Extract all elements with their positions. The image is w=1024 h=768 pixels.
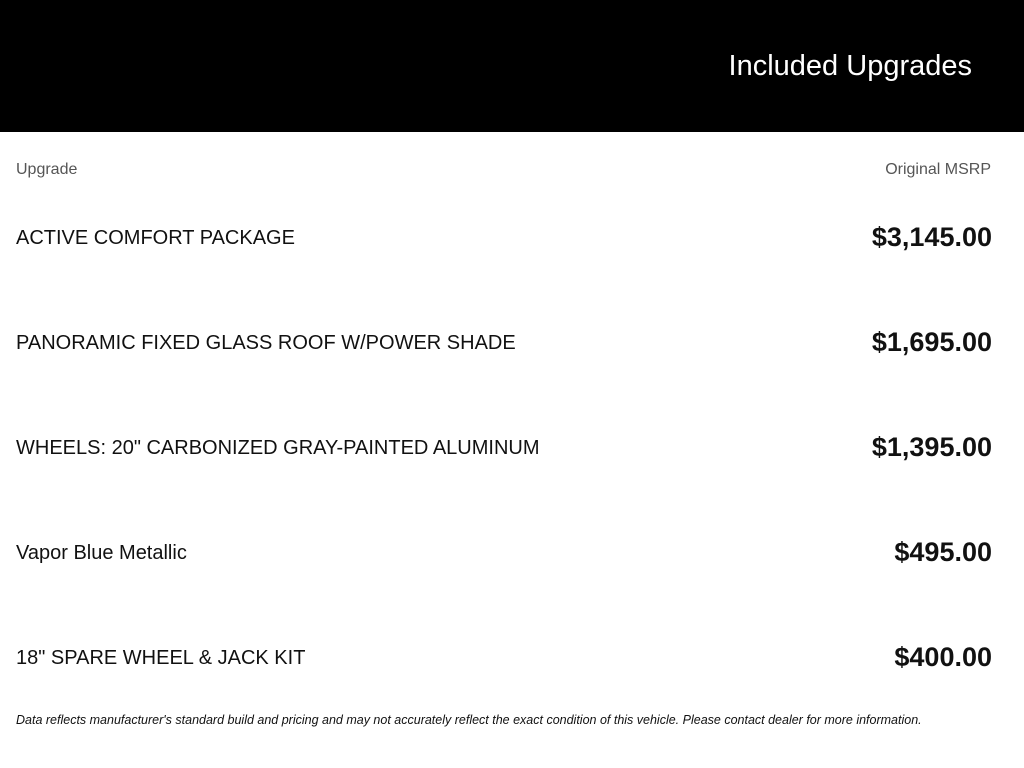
- upgrade-name: ACTIVE COMFORT PACKAGE: [16, 227, 295, 249]
- column-header-upgrade: Upgrade: [16, 161, 78, 178]
- upgrade-name: Vapor Blue Metallic: [16, 542, 187, 564]
- upgrade-price: $400.00: [894, 642, 992, 672]
- column-header-msrp: Original MSRP: [885, 161, 991, 178]
- upgrade-price: $1,695.00: [871, 327, 992, 357]
- column-headers: [16, 159, 991, 181]
- header-banner: [0, 0, 1024, 132]
- upgrade-row: [16, 210, 992, 315]
- upgrade-price: $3,145.00: [871, 222, 992, 252]
- upgrade-name: WHEELS: 20" CARBONIZED GRAY-PAINTED ALUMINUM: [16, 437, 540, 459]
- upgrades-list: [16, 210, 992, 735]
- upgrade-price: $495.00: [894, 537, 992, 567]
- upgrade-name: 18" SPARE WHEEL & JACK KIT: [16, 647, 306, 669]
- disclaimer-text: Data reflects manufacturer's standard build and pricing and may not accurately reflect the exact condition of this vehicle. Please contact dealer for more information.: [16, 713, 922, 727]
- upgrade-name: PANORAMIC FIXED GLASS ROOF W/POWER SHADE: [16, 332, 516, 354]
- upgrade-row: [16, 525, 992, 630]
- upgrade-price: $1,395.00: [871, 432, 992, 462]
- upgrade-row: [16, 315, 992, 420]
- upgrade-row: [16, 420, 992, 525]
- page-title: Included Upgrades: [728, 50, 972, 82]
